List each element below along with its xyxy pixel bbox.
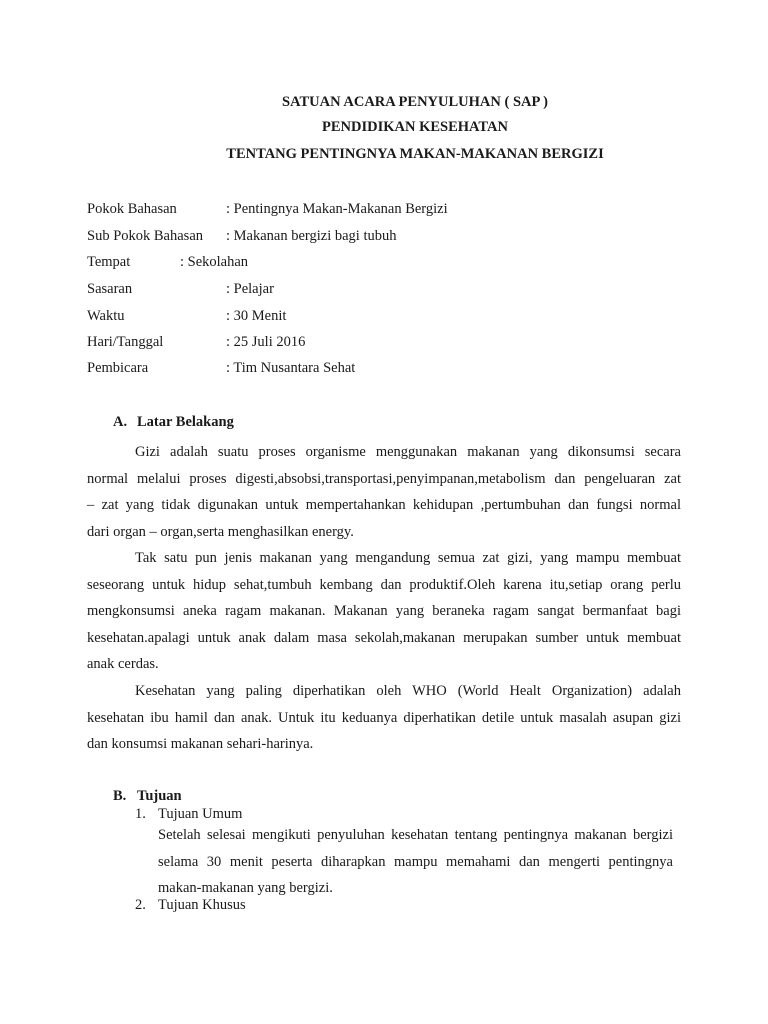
paragraph-line: normal melalui proses digesti,absobsi,transportasi,penyimpanan,metabolism dan pengeluaran zat — [87, 471, 681, 487]
info-label: Hari/Tanggal — [87, 334, 164, 350]
info-label: Waktu — [87, 308, 125, 324]
paragraph-line: Tak satu pun jenis makanan yang mengandung semua zat gizi, yang mampu membuat — [135, 550, 681, 566]
info-value: : Sekolahan — [180, 254, 249, 270]
paragraph-line: anak cerdas. — [87, 656, 159, 672]
info-value: : 30 Menit — [226, 308, 287, 324]
list-item-title: Tujuan Khusus — [158, 897, 246, 913]
doc-title-line-1: SATUAN ACARA PENYULUHAN ( SAP ) — [282, 94, 548, 110]
info-value: : Pentingnya Makan-Makanan Bergizi — [226, 201, 448, 217]
list-item-title: Tujuan Umum — [158, 806, 243, 822]
list-item-line: Setelah selesai mengikuti penyuluhan kesehatan tentang pentingnya makanan bergizi — [158, 827, 673, 843]
doc-title-line-3: TENTANG PENTINGNYA MAKAN-MAKANAN BERGIZI — [226, 146, 604, 162]
doc-title-line-2: PENDIDIKAN KESEHATAN — [322, 119, 508, 135]
section-marker: A. — [113, 414, 128, 430]
paragraph-line: kesehatan.apalagi untuk anak dalam masa sekolah,makanan merupakan sumber untuk membuat — [87, 630, 681, 646]
info-label: Pembicara — [87, 360, 149, 376]
paragraph-line: seseorang untuk hidup sehat,tumbuh kembang dan produktif.Oleh karena itu,setiap orang perlu — [87, 577, 681, 593]
paragraph-line: mengkonsumsi aneka ragam makanan. Makanan yang beraneka ragam sangat bermanfaat bagi — [87, 603, 681, 619]
info-value: : Makanan bergizi bagi tubuh — [226, 228, 397, 244]
info-label: Sub Pokok Bahasan — [87, 228, 203, 244]
info-value: : 25 Juli 2016 — [226, 334, 306, 350]
paragraph-line: – zat yang tidak digunakan untuk mempertahankan kehidupan ,pertumbuhan dan fungsi normal — [87, 497, 681, 513]
list-number: 2. — [135, 897, 146, 913]
paragraph-line: Gizi adalah suatu proses organisme menggunakan makanan yang dikonsumsi secara — [135, 444, 681, 460]
paragraph-line: dan konsumsi makanan sehari-harinya. — [87, 736, 314, 752]
info-value: : Tim Nusantara Sehat — [226, 360, 356, 376]
info-label: Tempat — [87, 254, 131, 270]
paragraph-line: Kesehatan yang paling diperhatikan oleh WHO (World Healt Organization) adalah — [135, 683, 681, 699]
section-heading: Tujuan — [137, 788, 182, 804]
info-label: Sasaran — [87, 281, 133, 297]
info-label: Pokok Bahasan — [87, 201, 177, 217]
section-heading: Latar Belakang — [137, 414, 234, 430]
info-value: : Pelajar — [226, 281, 274, 297]
paragraph-line: dari organ – organ,serta menghasilkan energy. — [87, 524, 354, 540]
paragraph-line: kesehatan ibu hamil dan anak. Untuk itu keduanya diperhatikan detile untuk masalah asupan gizi — [87, 710, 681, 726]
section-marker: B. — [113, 788, 127, 804]
list-item-line: makan-makanan yang bergizi. — [158, 880, 333, 896]
list-number: 1. — [135, 806, 146, 822]
list-item-line: selama 30 menit peserta diharapkan mampu memahami dan mengerti pentingnya — [158, 854, 673, 870]
